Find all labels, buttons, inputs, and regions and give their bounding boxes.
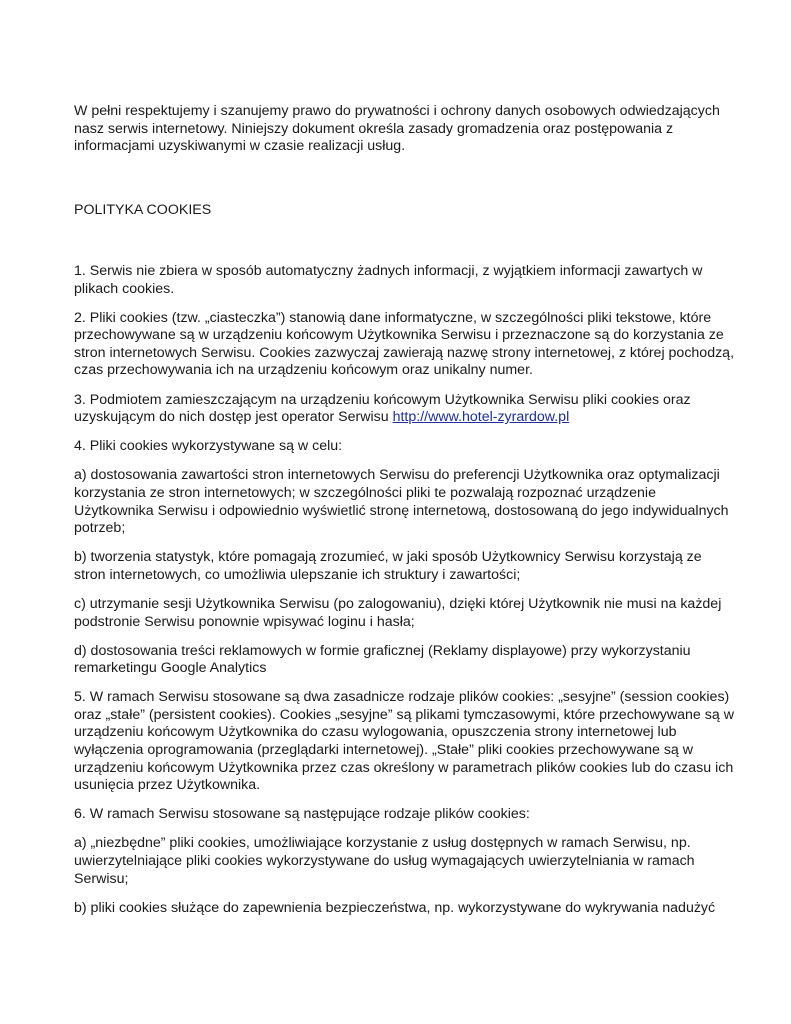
paragraph-3-text: 3. Podmiotem zamieszczającym na urządzeniu końcowym Użytkownika Serwisu pliki cookies oraz uzyskującym do nich dostęp jest operator Serwisu xyxy=(74,391,691,426)
paragraph-6b: b) pliki cookies służące do zapewnienia bezpieczeństwa, np. wykorzystywane do wykrywania nadużyć xyxy=(74,899,716,916)
paragraph-6a: a) „niezbędne” pliki cookies, umożliwiające korzystanie z usług dostępnych w ramach Serwisu, np. uwierzytelniające pliki cookies wykorzystywane do usług wymagających uwierzytelniania w ramach Serwisu; xyxy=(74,835,695,887)
paragraph-3 xyxy=(74,392,736,427)
paragraph-1: 1. Serwis nie zbiera w sposób automatyczny żadnych informacji, z wyjątkiem informacji zawartych w plikach cookies. xyxy=(74,263,703,297)
section-heading: POLITYKA COOKIES xyxy=(74,202,212,218)
operator-website-link[interactable]: http://www.hotel-zyrardow.pl xyxy=(392,409,570,426)
paragraph-2: 2. Pliki cookies (tzw. „ciasteczka”) stanowią dane informatyczne, w szczególności pliki tekstowe, które przechowywane są w urządzeniu końcowym Użytkownika Serwisu i przeznaczone są do korzystania ze stron internetowych Serwisu. Cookies zazwyczaj zawierają nazwę strony internetowej, z której pochodzą, czas przechowywania ich na urządzeniu końcowym oraz unikalny numer. xyxy=(74,309,735,379)
paragraph-4: 4. Pliki cookies wykorzystywane są w celu: xyxy=(74,438,343,455)
paragraph-4a: a) dostosowania zawartości stron internetowych Serwisu do preferencji Użytkownika oraz optymalizacji korzystania ze stron internetowych; w szczególności pliki te pozwalają rozpoznać urządzenie Użytkownika Serwisu i odpowiednio wyświetlić stronę internetową, dostosowaną do jego indywidualnych potrzeb; xyxy=(74,467,729,537)
paragraph-4b: b) tworzenia statystyk, które pomagają zrozumieć, w jaki sposób Użytkownicy Serwisu korzystają ze stron internetowych, co umożliwia ulepszanie ich struktury i zawartości; xyxy=(74,549,702,583)
policy-body xyxy=(74,263,736,929)
paragraph-5: 5. W ramach Serwisu stosowane są dwa zasadnicze rodzaje plików cookies: „sesyjne” (session cookies) oraz „stałe” (persistent cookies). Cookies „sesyjne” są plikami tymczasowymi, które przechowywane są w urządzeniu końcowym Użytkownika do czasu wylogowania, opuszczenia strony internetowej lub wyłączenia oprogramowania (przeglądarki internetowej). „Stałe” pliki cookies przechowywane są w urządzeniu końcowym Użytkownika przez czas określony w parametrach plików cookies lub do czasu ich usunięcia przez Użytkownika. xyxy=(74,689,734,794)
paragraph-4d: d) dostosowania treści reklamowych w formie graficznej (Reklamy displayowe) przy wykorzystaniu remarketingu Google Analytics xyxy=(74,642,691,677)
paragraph-6: 6. W ramach Serwisu stosowane są następujące rodzaje plików cookies: xyxy=(74,806,530,823)
intro-paragraph: W pełni respektujemy i szanujemy prawo do prywatności i ochrony danych osobowych odwiedzających nasz serwis internetowy. Niniejszy dokument określa zasady gromadzenia oraz postępowania z informacjami uzyskiwanymi w czasie realizacji usług. xyxy=(74,103,720,155)
paragraph-4c: c) utrzymanie sesji Użytkownika Serwisu (po zalogowaniu), dzięki której Użytkownik nie musi na każdej podstronie Serwisu ponownie wpisywać loginu i hasła; xyxy=(74,595,722,630)
